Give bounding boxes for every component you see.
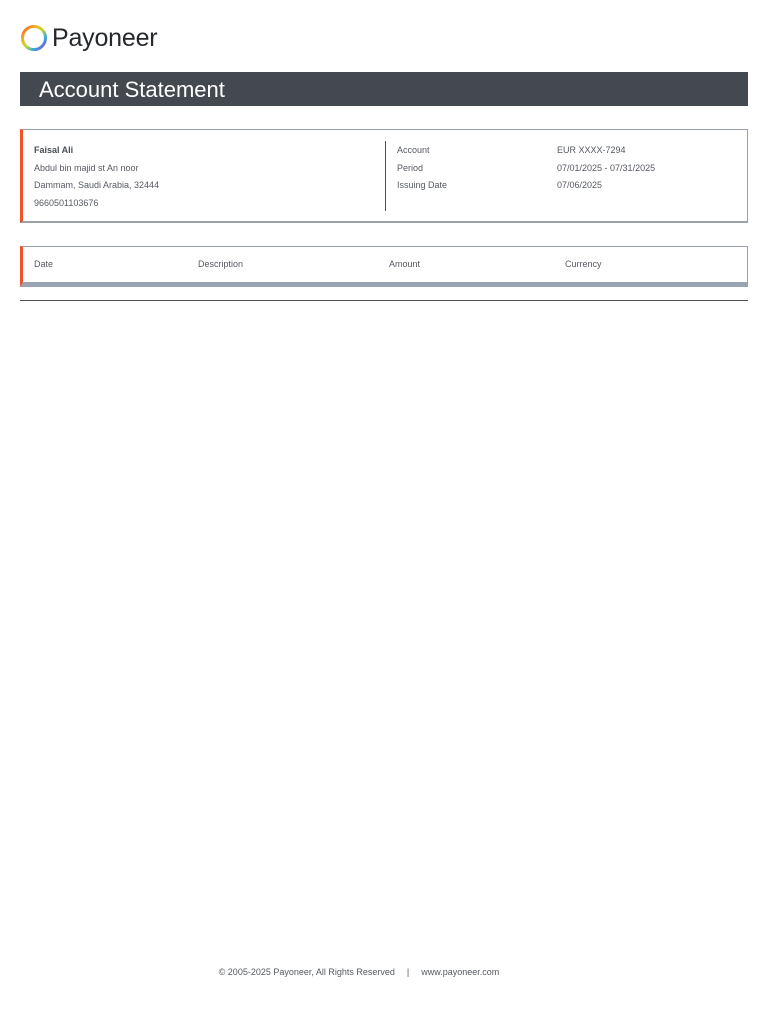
account-details xyxy=(397,142,655,195)
account-value: EUR XXXX-7294 xyxy=(557,145,626,155)
account-label: Account xyxy=(397,145,430,155)
issuing-date-row xyxy=(397,177,655,195)
info-divider xyxy=(385,141,386,211)
table-end-rule xyxy=(20,300,748,301)
logo-wordmark: Payoneer xyxy=(52,24,158,52)
title-banner xyxy=(20,72,748,106)
customer-address-line1: Abdul bin majid st An noor xyxy=(34,162,139,173)
customer-phone: 9660501103676 xyxy=(34,197,99,208)
column-header-currency: Currency xyxy=(565,259,602,269)
period-value: 07/01/2025 - 07/31/2025 xyxy=(557,162,656,173)
page-footer xyxy=(0,964,768,980)
period-label: Period xyxy=(397,162,424,173)
footer-copyright: © 2005-2025 Payoneer, All Rights Reserved xyxy=(218,967,395,977)
account-row xyxy=(397,142,655,160)
column-header-description: Description xyxy=(198,259,244,269)
period-row xyxy=(397,160,655,178)
customer-name: Faisal Ali xyxy=(34,145,74,155)
account-info-box xyxy=(20,129,748,223)
payoneer-logo xyxy=(20,24,157,52)
issuing-date-value: 07/06/2025 xyxy=(557,180,603,190)
footer-separator: | xyxy=(406,967,410,977)
column-header-date: Date xyxy=(34,259,54,269)
page-title: Account Statement xyxy=(39,77,225,102)
customer-address-line2: Dammam, Saudi Arabia, 32444 xyxy=(34,180,160,190)
issuing-date-label: Issuing Date xyxy=(397,180,448,190)
customer-details xyxy=(34,142,159,212)
transactions-table-header xyxy=(20,246,748,287)
payoneer-ring-icon xyxy=(20,24,48,52)
footer-website-link[interactable]: www.payoneer.com xyxy=(421,967,500,977)
column-header-amount: Amount xyxy=(389,259,421,269)
